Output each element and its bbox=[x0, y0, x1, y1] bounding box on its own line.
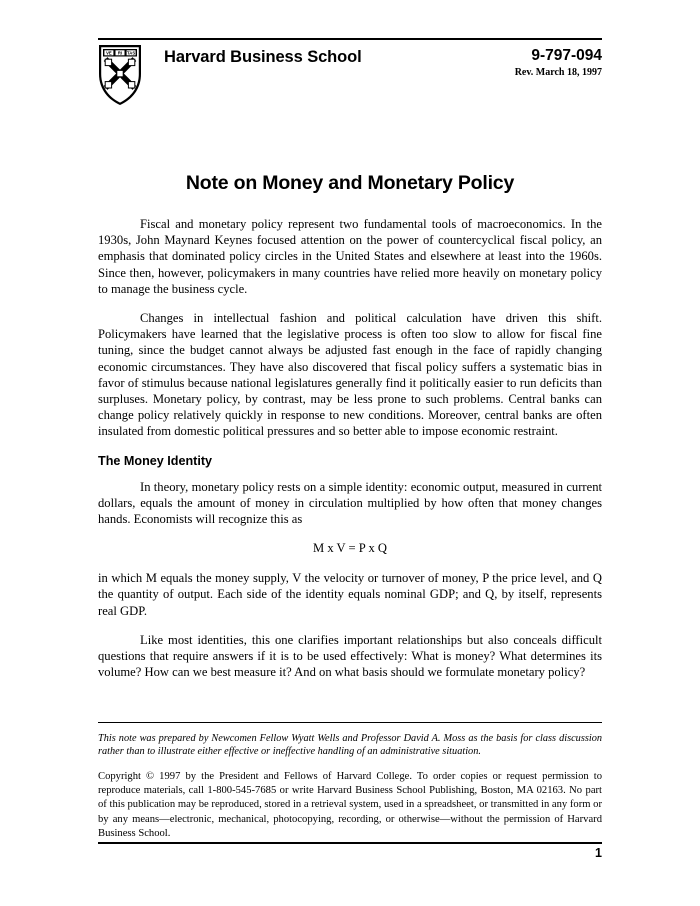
money-identity-equation: M x V = P x Q bbox=[312, 541, 388, 556]
page-title: Note on Money and Monetary Policy bbox=[185, 172, 515, 194]
footnote-divider bbox=[98, 722, 602, 723]
body-paragraph-3: In theory, monetary policy rests on a simple identity: economic output, measured in current dollars, equals the amount of money in circulation multiplied by how often that money changes hands. Economists will recognize this as bbox=[98, 479, 602, 527]
section-heading-money-identity: The Money Identity bbox=[98, 453, 213, 468]
body-paragraph-4: in which M equals the money supply, V the velocity or turnover of money, P the price level, and Q the quantity of output. Each side of the identity equals nominal GDP; and Q, by itself, represents real GDP. bbox=[98, 571, 602, 618]
svg-text:TAS: TAS bbox=[127, 50, 136, 56]
page-content-area bbox=[98, 0, 602, 906]
body-paragraph-2: Changes in intellectual fashion and political calculation have driven this shift. Policymakers have learned that the legislative process is often too slow to allow for fiscal fine tuning, since the budget cannot always be adjusted fast enough in the face of rapidly changing economic circumstances. They have also discovered that fiscal policy suffers a systematic bias in favor of stimulus because national legislatures generally find it politically easier to run deficits than surpluses. Monetary policy, by contrast, may be less prone to such problems. Central banks can change policy relatively quickly in response to new conditions. Moreover, central banks are often insulated from domestic political pressures and so better able to impose economic restraint. bbox=[98, 311, 602, 439]
preparation-credit: This note was prepared by Newcomen Fellow Wyatt Wells and Professor David A. Moss as the basis for class discussion rather than to illustrate either effective or ineffective handling of an administrative situation. bbox=[98, 733, 602, 758]
svg-text:RI: RI bbox=[117, 50, 123, 56]
document-body bbox=[98, 216, 602, 693]
footer-divider bbox=[98, 842, 602, 844]
page-number: 1 bbox=[595, 846, 602, 860]
copyright-notice: Copyright © 1997 by the President and Fellows of Harvard College. To order copies or request permission to reproduce materials, call 1-800-545-7685 or write Harvard Business School Publishing, Boston, MA 02163. No part of this publication may be reproduced, stored in a retrieval system, used in a spreadsheet, or transmitted in any form or by any means—electronic, mechanical, photocopying, recording, or otherwise—without the permission of Harvard Business School. bbox=[98, 771, 602, 839]
revision-date: Rev. March 18, 1997 bbox=[514, 67, 602, 78]
header-divider bbox=[98, 38, 602, 40]
document-header bbox=[98, 42, 602, 114]
body-paragraph-1: Fiscal and monetary policy represent two fundamental tools of macroeconomics. In the 1930s, John Maynard Keynes focused attention on the power of countercyclical fiscal policy, an emphasis that dominated policy circles in the United States and elsewhere at least into the 1960s. Since then, however, policymakers in many countries have relied more heavily on monetary policy to manage the business cycle. bbox=[98, 217, 602, 296]
svg-text:VE: VE bbox=[106, 50, 112, 56]
case-number: 9-797-094 bbox=[531, 47, 602, 64]
harvard-shield-icon bbox=[98, 44, 142, 106]
school-name: Harvard Business School bbox=[164, 48, 362, 66]
body-paragraph-5: Like most identities, this one clarifies important relationships but also conceals difficult questions that require answers if it is to be used effectively: What is money? What determines its volume? How can we best measure it? And on what basis should we formulate monetary policy? bbox=[98, 632, 602, 680]
